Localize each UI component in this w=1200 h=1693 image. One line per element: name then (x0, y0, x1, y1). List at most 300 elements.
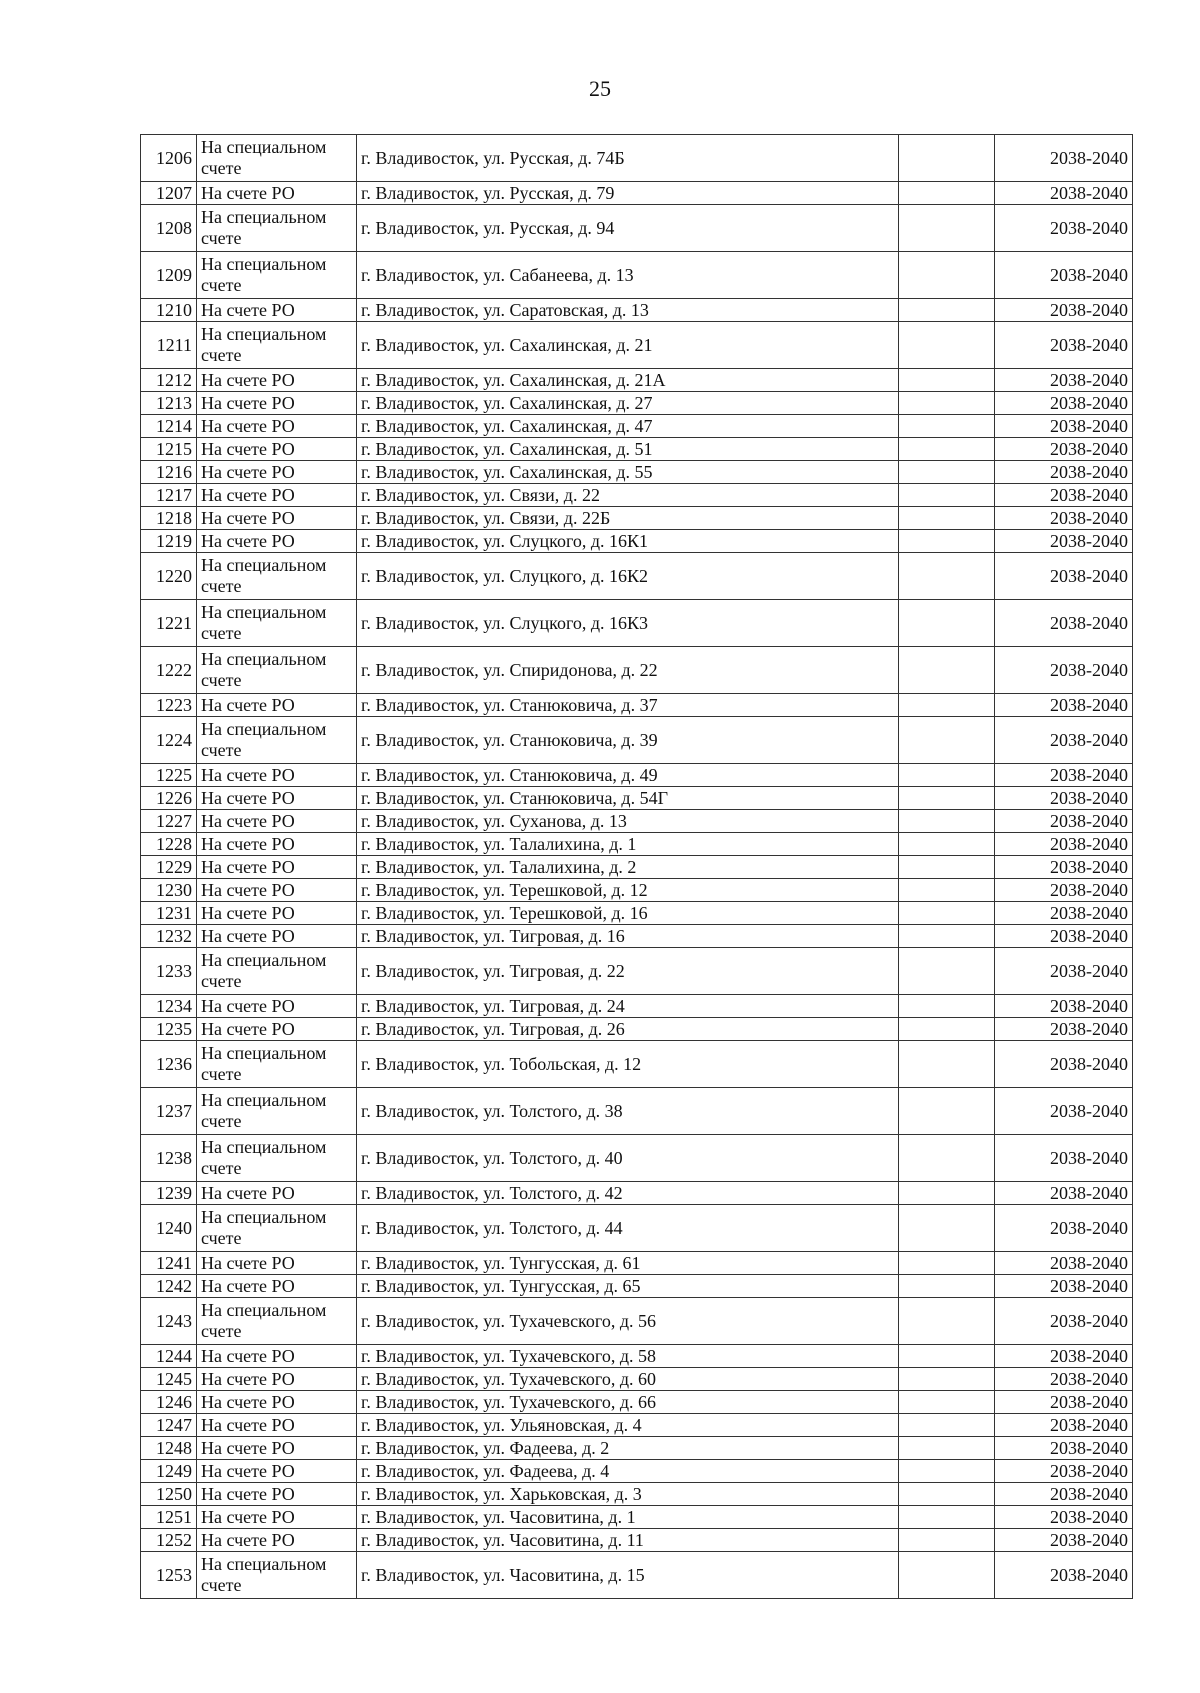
account-type-cell: На счете РО (197, 810, 357, 833)
empty-cell (899, 1088, 995, 1135)
table-row (141, 252, 1133, 299)
period-cell: 2038-2040 (995, 600, 1133, 647)
empty-cell (899, 1275, 995, 1298)
row-number-cell: 1226 (141, 787, 197, 810)
period-cell: 2038-2040 (995, 1529, 1133, 1552)
address-cell: г. Владивосток, ул. Спиридонова, д. 22 (357, 647, 899, 694)
address-cell: г. Владивосток, ул. Харьковская, д. 3 (357, 1483, 899, 1506)
period-cell: 2038-2040 (995, 1182, 1133, 1205)
account-type-cell: На счете РО (197, 438, 357, 461)
address-cell: г. Владивосток, ул. Ульяновская, д. 4 (357, 1414, 899, 1437)
empty-cell (899, 299, 995, 322)
address-cell: г. Владивосток, ул. Суханова, д. 13 (357, 810, 899, 833)
table-row (141, 1483, 1133, 1506)
account-type-line: На специальном (201, 1207, 327, 1227)
address-cell: г. Владивосток, ул. Терешковой, д. 16 (357, 902, 899, 925)
period-cell: 2038-2040 (995, 415, 1133, 438)
period-cell: 2038-2040 (995, 1437, 1133, 1460)
account-type-line: На специальном (201, 1300, 327, 1320)
table-row (141, 392, 1133, 415)
address-cell: г. Владивосток, ул. Слуцкого, д. 16К1 (357, 530, 899, 553)
period-cell: 2038-2040 (995, 833, 1133, 856)
account-type-cell: На счете РО (197, 1018, 357, 1041)
row-number-cell: 1252 (141, 1529, 197, 1552)
account-type-cell (197, 1298, 357, 1345)
empty-cell (899, 1018, 995, 1041)
period-cell: 2038-2040 (995, 392, 1133, 415)
empty-cell (899, 717, 995, 764)
row-number-cell: 1242 (141, 1275, 197, 1298)
row-number-cell: 1249 (141, 1460, 197, 1483)
period-cell: 2038-2040 (995, 902, 1133, 925)
table-row (141, 135, 1133, 182)
row-number-cell: 1216 (141, 461, 197, 484)
empty-cell (899, 1298, 995, 1345)
row-number-cell: 1246 (141, 1391, 197, 1414)
empty-cell (899, 369, 995, 392)
empty-cell (899, 1041, 995, 1088)
account-type-line: счете (201, 345, 242, 365)
table-row (141, 1345, 1133, 1368)
empty-cell (899, 438, 995, 461)
account-type-cell: На счете РО (197, 1391, 357, 1414)
row-number-cell: 1208 (141, 205, 197, 252)
period-cell: 2038-2040 (995, 1368, 1133, 1391)
address-cell: г. Владивосток, ул. Станюковича, д. 39 (357, 717, 899, 764)
table-row (141, 461, 1133, 484)
empty-cell (899, 856, 995, 879)
table-row (141, 694, 1133, 717)
period-cell: 2038-2040 (995, 252, 1133, 299)
table-row (141, 1437, 1133, 1460)
row-number-cell: 1233 (141, 948, 197, 995)
period-cell: 2038-2040 (995, 1414, 1133, 1437)
empty-cell (899, 995, 995, 1018)
table-row (141, 507, 1133, 530)
table-row (141, 902, 1133, 925)
row-number-cell: 1244 (141, 1345, 197, 1368)
empty-cell (899, 461, 995, 484)
empty-cell (899, 205, 995, 252)
table-row (141, 553, 1133, 600)
empty-cell (899, 1506, 995, 1529)
table-row (141, 833, 1133, 856)
address-cell: г. Владивосток, ул. Часовитина, д. 15 (357, 1552, 899, 1599)
empty-cell (899, 507, 995, 530)
account-type-cell (197, 1041, 357, 1088)
period-cell: 2038-2040 (995, 484, 1133, 507)
period-cell: 2038-2040 (995, 856, 1133, 879)
period-cell: 2038-2040 (995, 647, 1133, 694)
address-cell: г. Владивосток, ул. Талалихина, д. 1 (357, 833, 899, 856)
account-type-cell: На счете РО (197, 995, 357, 1018)
account-type-cell: На счете РО (197, 182, 357, 205)
row-number-cell: 1237 (141, 1088, 197, 1135)
account-type-line: На специальном (201, 1137, 327, 1157)
account-type-cell: На счете РО (197, 1483, 357, 1506)
address-cell: г. Владивосток, ул. Тигровая, д. 24 (357, 995, 899, 1018)
account-type-line: счете (201, 1064, 242, 1084)
address-cell: г. Владивосток, ул. Тобольская, д. 12 (357, 1041, 899, 1088)
period-cell: 2038-2040 (995, 764, 1133, 787)
table-row (141, 322, 1133, 369)
account-type-cell (197, 1135, 357, 1182)
address-cell: г. Владивосток, ул. Станюковича, д. 54Г (357, 787, 899, 810)
period-cell: 2038-2040 (995, 925, 1133, 948)
table-row (141, 925, 1133, 948)
table-row (141, 810, 1133, 833)
address-cell: г. Владивосток, ул. Сахалинская, д. 47 (357, 415, 899, 438)
table-row (141, 1506, 1133, 1529)
empty-cell (899, 810, 995, 833)
empty-cell (899, 530, 995, 553)
account-type-cell: На счете РО (197, 1437, 357, 1460)
row-number-cell: 1247 (141, 1414, 197, 1437)
period-cell: 2038-2040 (995, 1298, 1133, 1345)
empty-cell (899, 925, 995, 948)
account-type-cell (197, 600, 357, 647)
address-cell: г. Владивосток, ул. Слуцкого, д. 16К2 (357, 553, 899, 600)
account-type-line: счете (201, 1321, 242, 1341)
address-cell: г. Владивосток, ул. Слуцкого, д. 16К3 (357, 600, 899, 647)
row-number-cell: 1228 (141, 833, 197, 856)
row-number-cell: 1239 (141, 1182, 197, 1205)
address-cell: г. Владивосток, ул. Тухачевского, д. 60 (357, 1368, 899, 1391)
empty-cell (899, 1437, 995, 1460)
address-cell: г. Владивосток, ул. Русская, д. 79 (357, 182, 899, 205)
account-type-line: счете (201, 1111, 242, 1131)
period-cell: 2038-2040 (995, 995, 1133, 1018)
account-type-line: счете (201, 158, 242, 178)
empty-cell (899, 1483, 995, 1506)
account-type-line: На специальном (201, 137, 327, 157)
table-row (141, 1088, 1133, 1135)
table-row (141, 647, 1133, 694)
row-number-cell: 1234 (141, 995, 197, 1018)
account-type-cell: На счете РО (197, 299, 357, 322)
address-cell: г. Владивосток, ул. Тигровая, д. 22 (357, 948, 899, 995)
table-row (141, 948, 1133, 995)
row-number-cell: 1236 (141, 1041, 197, 1088)
row-number-cell: 1222 (141, 647, 197, 694)
account-type-cell: На счете РО (197, 764, 357, 787)
account-type-cell: На счете РО (197, 507, 357, 530)
row-number-cell: 1210 (141, 299, 197, 322)
address-cell: г. Владивосток, ул. Толстого, д. 40 (357, 1135, 899, 1182)
address-cell: г. Владивосток, ул. Станюковича, д. 37 (357, 694, 899, 717)
account-type-cell: На счете РО (197, 1182, 357, 1205)
address-cell: г. Владивосток, ул. Толстого, д. 42 (357, 1182, 899, 1205)
account-type-cell: На счете РО (197, 694, 357, 717)
empty-cell (899, 1529, 995, 1552)
table-row (141, 856, 1133, 879)
empty-cell (899, 694, 995, 717)
period-cell: 2038-2040 (995, 1552, 1133, 1599)
period-cell: 2038-2040 (995, 1391, 1133, 1414)
account-type-line: На специальном (201, 207, 327, 227)
account-type-cell (197, 135, 357, 182)
empty-cell (899, 484, 995, 507)
table-row (141, 717, 1133, 764)
table-row (141, 995, 1133, 1018)
account-type-cell (197, 948, 357, 995)
address-cell: г. Владивосток, ул. Сахалинская, д. 51 (357, 438, 899, 461)
row-number-cell: 1227 (141, 810, 197, 833)
address-cell: г. Владивосток, ул. Тухачевского, д. 58 (357, 1345, 899, 1368)
account-type-line: На специальном (201, 1090, 327, 1110)
empty-cell (899, 252, 995, 299)
table-row (141, 1205, 1133, 1252)
period-cell: 2038-2040 (995, 1135, 1133, 1182)
account-type-line: счете (201, 670, 242, 690)
table-row (141, 1041, 1133, 1088)
table-row (141, 787, 1133, 810)
period-cell: 2038-2040 (995, 1483, 1133, 1506)
empty-cell (899, 1345, 995, 1368)
account-type-cell: На счете РО (197, 369, 357, 392)
row-number-cell: 1240 (141, 1205, 197, 1252)
row-number-cell: 1209 (141, 252, 197, 299)
period-cell: 2038-2040 (995, 299, 1133, 322)
registry-body (141, 135, 1133, 1599)
account-type-line: счете (201, 623, 242, 643)
account-type-line: На специальном (201, 719, 327, 739)
account-type-line: На специальном (201, 649, 327, 669)
account-type-cell: На счете РО (197, 1460, 357, 1483)
period-cell: 2038-2040 (995, 461, 1133, 484)
period-cell: 2038-2040 (995, 1205, 1133, 1252)
empty-cell (899, 1135, 995, 1182)
address-cell: г. Владивосток, ул. Тигровая, д. 16 (357, 925, 899, 948)
row-number-cell: 1253 (141, 1552, 197, 1599)
address-cell: г. Владивосток, ул. Русская, д. 94 (357, 205, 899, 252)
period-cell: 2038-2040 (995, 879, 1133, 902)
table-row (141, 205, 1133, 252)
table-row (141, 182, 1133, 205)
row-number-cell: 1215 (141, 438, 197, 461)
table-row (141, 1018, 1133, 1041)
account-type-cell (197, 717, 357, 764)
row-number-cell: 1214 (141, 415, 197, 438)
account-type-line: счете (201, 971, 242, 991)
table-row (141, 600, 1133, 647)
account-type-cell: На счете РО (197, 1414, 357, 1437)
row-number-cell: 1250 (141, 1483, 197, 1506)
period-cell: 2038-2040 (995, 135, 1133, 182)
empty-cell (899, 1552, 995, 1599)
period-cell: 2038-2040 (995, 1345, 1133, 1368)
empty-cell (899, 415, 995, 438)
account-type-cell (197, 1552, 357, 1599)
period-cell: 2038-2040 (995, 553, 1133, 600)
address-cell: г. Владивосток, ул. Часовитина, д. 11 (357, 1529, 899, 1552)
account-type-line: На специальном (201, 254, 327, 274)
empty-cell (899, 787, 995, 810)
account-type-line: На специальном (201, 324, 327, 344)
empty-cell (899, 1414, 995, 1437)
table-row (141, 1552, 1133, 1599)
account-type-cell: На счете РО (197, 856, 357, 879)
account-type-cell: На счете РО (197, 415, 357, 438)
row-number-cell: 1231 (141, 902, 197, 925)
period-cell: 2038-2040 (995, 694, 1133, 717)
address-cell: г. Владивосток, ул. Тухачевского, д. 66 (357, 1391, 899, 1414)
period-cell: 2038-2040 (995, 205, 1133, 252)
table-row (141, 299, 1133, 322)
table-row (141, 1298, 1133, 1345)
address-cell: г. Владивосток, ул. Связи, д. 22 (357, 484, 899, 507)
empty-cell (899, 182, 995, 205)
table-row (141, 1135, 1133, 1182)
account-type-line: На специальном (201, 602, 327, 622)
account-type-line: На специальном (201, 555, 327, 575)
empty-cell (899, 833, 995, 856)
row-number-cell: 1207 (141, 182, 197, 205)
empty-cell (899, 1182, 995, 1205)
address-cell: г. Владивосток, ул. Часовитина, д. 1 (357, 1506, 899, 1529)
address-cell: г. Владивосток, ул. Сахалинская, д. 21А (357, 369, 899, 392)
address-cell: г. Владивосток, ул. Сабанеева, д. 13 (357, 252, 899, 299)
row-number-cell: 1213 (141, 392, 197, 415)
account-type-cell: На счете РО (197, 1252, 357, 1275)
period-cell: 2038-2040 (995, 1275, 1133, 1298)
period-cell: 2038-2040 (995, 1088, 1133, 1135)
table-row (141, 1368, 1133, 1391)
period-cell: 2038-2040 (995, 1041, 1133, 1088)
table-row (141, 1391, 1133, 1414)
address-cell: г. Владивосток, ул. Русская, д. 74Б (357, 135, 899, 182)
row-number-cell: 1248 (141, 1437, 197, 1460)
empty-cell (899, 879, 995, 902)
account-type-line: счете (201, 740, 242, 760)
period-cell: 2038-2040 (995, 182, 1133, 205)
account-type-cell: На счете РО (197, 1529, 357, 1552)
row-number-cell: 1206 (141, 135, 197, 182)
account-type-line: На специальном (201, 1554, 327, 1574)
empty-cell (899, 764, 995, 787)
table-row (141, 1460, 1133, 1483)
account-type-line: счете (201, 1228, 242, 1248)
empty-cell (899, 1252, 995, 1275)
table-row (141, 1252, 1133, 1275)
account-type-line: счете (201, 275, 242, 295)
account-type-cell: На счете РО (197, 925, 357, 948)
address-cell: г. Владивосток, ул. Тунгусская, д. 65 (357, 1275, 899, 1298)
empty-cell (899, 1205, 995, 1252)
row-number-cell: 1217 (141, 484, 197, 507)
account-type-line: счете (201, 1575, 242, 1595)
row-number-cell: 1223 (141, 694, 197, 717)
address-cell: г. Владивосток, ул. Сахалинская, д. 21 (357, 322, 899, 369)
empty-cell (899, 392, 995, 415)
period-cell: 2038-2040 (995, 369, 1133, 392)
period-cell: 2038-2040 (995, 948, 1133, 995)
row-number-cell: 1218 (141, 507, 197, 530)
empty-cell (899, 902, 995, 925)
address-cell: г. Владивосток, ул. Фадеева, д. 2 (357, 1437, 899, 1460)
table-row (141, 1182, 1133, 1205)
account-type-cell: На счете РО (197, 461, 357, 484)
row-number-cell: 1224 (141, 717, 197, 764)
address-cell: г. Владивосток, ул. Толстого, д. 44 (357, 1205, 899, 1252)
table-row (141, 764, 1133, 787)
empty-cell (899, 1460, 995, 1483)
empty-cell (899, 1368, 995, 1391)
address-cell: г. Владивосток, ул. Толстого, д. 38 (357, 1088, 899, 1135)
account-type-cell: На счете РО (197, 392, 357, 415)
address-cell: г. Владивосток, ул. Связи, д. 22Б (357, 507, 899, 530)
empty-cell (899, 553, 995, 600)
period-cell: 2038-2040 (995, 438, 1133, 461)
account-type-cell: На счете РО (197, 879, 357, 902)
row-number-cell: 1238 (141, 1135, 197, 1182)
period-cell: 2038-2040 (995, 1460, 1133, 1483)
account-type-cell: На счете РО (197, 1368, 357, 1391)
address-cell: г. Владивосток, ул. Саратовская, д. 13 (357, 299, 899, 322)
address-cell: г. Владивосток, ул. Сахалинская, д. 55 (357, 461, 899, 484)
period-cell: 2038-2040 (995, 1018, 1133, 1041)
account-type-cell: На счете РО (197, 1506, 357, 1529)
empty-cell (899, 322, 995, 369)
address-cell: г. Владивосток, ул. Станюковича, д. 49 (357, 764, 899, 787)
account-type-line: счете (201, 1158, 242, 1178)
address-cell: г. Владивосток, ул. Тигровая, д. 26 (357, 1018, 899, 1041)
row-number-cell: 1245 (141, 1368, 197, 1391)
account-type-cell: На счете РО (197, 1275, 357, 1298)
period-cell: 2038-2040 (995, 530, 1133, 553)
account-type-cell: На счете РО (197, 833, 357, 856)
period-cell: 2038-2040 (995, 787, 1133, 810)
table-row (141, 879, 1133, 902)
table-row (141, 530, 1133, 553)
period-cell: 2038-2040 (995, 507, 1133, 530)
account-type-cell (197, 1088, 357, 1135)
account-type-cell (197, 553, 357, 600)
address-cell: г. Владивосток, ул. Талалихина, д. 2 (357, 856, 899, 879)
row-number-cell: 1211 (141, 322, 197, 369)
row-number-cell: 1220 (141, 553, 197, 600)
account-type-cell: На счете РО (197, 787, 357, 810)
row-number-cell: 1243 (141, 1298, 197, 1345)
account-type-cell: На счете РО (197, 902, 357, 925)
account-type-line: На специальном (201, 950, 327, 970)
table-row (141, 369, 1133, 392)
row-number-cell: 1221 (141, 600, 197, 647)
address-cell: г. Владивосток, ул. Фадеева, д. 4 (357, 1460, 899, 1483)
row-number-cell: 1229 (141, 856, 197, 879)
address-cell: г. Владивосток, ул. Сахалинская, д. 27 (357, 392, 899, 415)
address-cell: г. Владивосток, ул. Тунгусская, д. 61 (357, 1252, 899, 1275)
table-row (141, 1529, 1133, 1552)
page-number: 25 (589, 76, 611, 101)
account-type-cell: На счете РО (197, 484, 357, 507)
row-number-cell: 1241 (141, 1252, 197, 1275)
address-cell: г. Владивосток, ул. Терешковой, д. 12 (357, 879, 899, 902)
account-type-cell: На счете РО (197, 530, 357, 553)
housing-registry-table (140, 134, 1133, 1599)
account-type-cell (197, 205, 357, 252)
row-number-cell: 1235 (141, 1018, 197, 1041)
empty-cell (899, 647, 995, 694)
table-row (141, 484, 1133, 507)
table-row (141, 1275, 1133, 1298)
account-type-cell: На счете РО (197, 1345, 357, 1368)
row-number-cell: 1225 (141, 764, 197, 787)
row-number-cell: 1212 (141, 369, 197, 392)
empty-cell (899, 135, 995, 182)
account-type-cell (197, 647, 357, 694)
row-number-cell: 1219 (141, 530, 197, 553)
